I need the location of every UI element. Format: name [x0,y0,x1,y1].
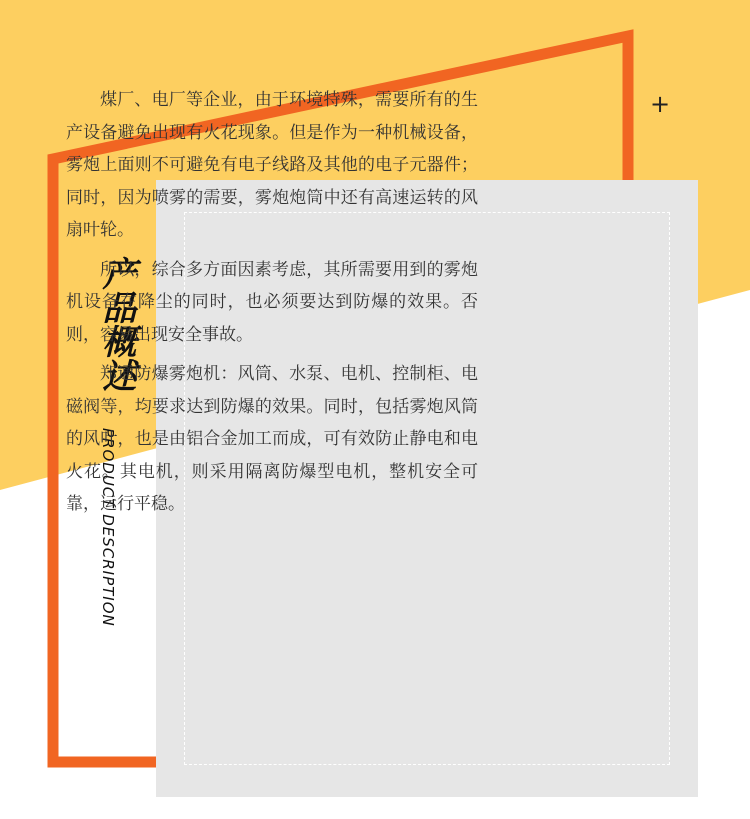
section-title: 产品概述 [96,256,136,392]
paragraph-2: 所以，综合多方面因素考虑，其所需要用到的雾炮机设备在降尘的同时，也必须要达到防爆的效果。否则，容易出现安全事故。 [66,259,478,345]
description-body [66,84,478,528]
paragraph-1: 煤厂、电厂等企业，由于环境特殊，需要所有的生产设备避免出现有火花现象。但是作为一种机械设备，雾炮上面则不可避免有电子线路及其他的电子元器件；同时，因为喷雾的需要，雾炮炮筒中还有高速运转的风扇叶轮。 [66,90,478,240]
paragraph-3: 郑通防爆雾炮机：风筒、水泵、电机、控制柜、电磁阀等，均要求达到防爆的效果。同时，包括雾炮风筒的风叶，也是由铝合金加工而成，可有效防止静电和电火花。其电机，则采用隔离防爆型电机，整机安全可靠，运行平稳。 [66,364,478,514]
section-subtitle: PRODUCT DESCRIPTION [99,428,117,627]
plus-decoration-icon: + [650,90,671,118]
